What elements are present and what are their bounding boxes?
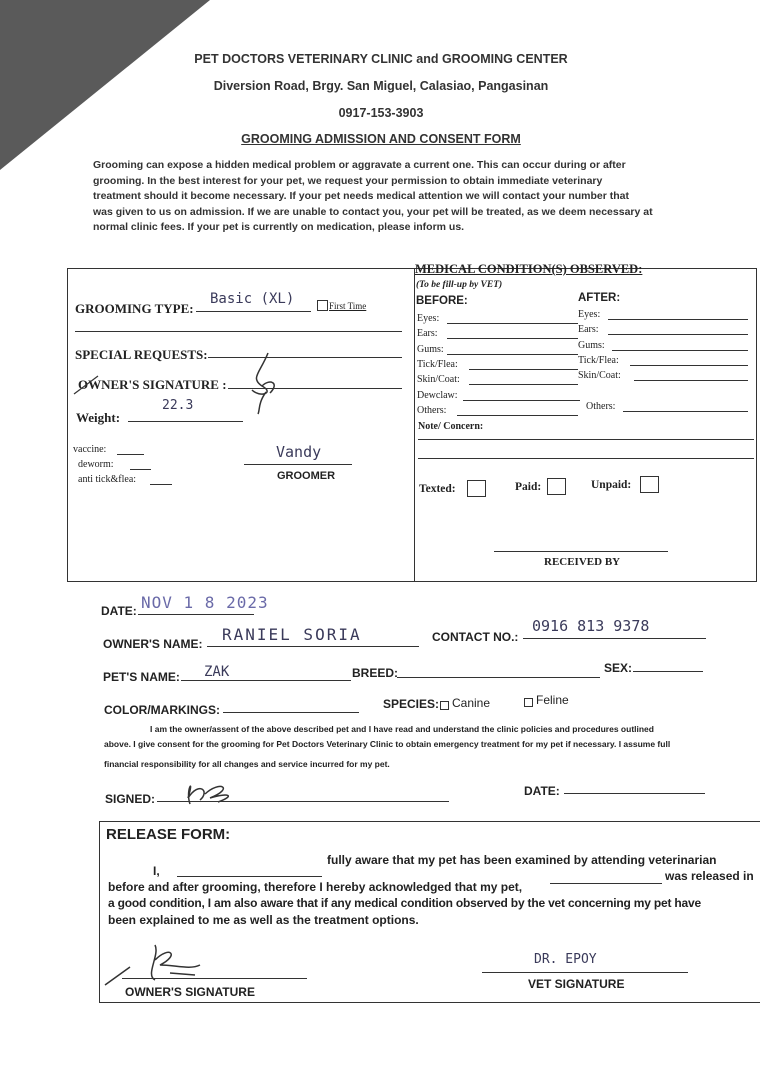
release-owner-signature-mark xyxy=(100,935,220,990)
texted-label: Texted: xyxy=(419,483,456,495)
consent-date-label: DATE: xyxy=(524,784,560,798)
before-condition-line[interactable] xyxy=(469,384,578,385)
vet-name[interactable]: DR. EPOY xyxy=(534,952,597,967)
texted-checkbox[interactable] xyxy=(467,480,486,497)
clinic-phone: 0917-153-3903 xyxy=(338,106,424,120)
release-line-3: a good condition, I am also aware that if any medical condition observed by the vet concerning my pet have xyxy=(108,896,701,910)
owner-name-line xyxy=(207,646,419,647)
weight-label: Weight: xyxy=(76,410,121,425)
pet-name-value[interactable]: ZAK xyxy=(204,664,230,680)
release-owner-signature-line[interactable] xyxy=(122,978,307,979)
owner-signature-label: OWNER'S SIGNATURE : xyxy=(78,377,227,392)
note-line-2[interactable] xyxy=(418,458,754,459)
vet-signature-label: VET SIGNATURE xyxy=(528,977,625,991)
species-label: SPECIES: xyxy=(383,697,440,711)
contact-line xyxy=(523,638,706,639)
feline-label: Feline xyxy=(536,693,569,707)
consent-line-2: above. I give consent for the grooming for Pet Doctors Veterinary Clinic to obtain emergency treatment for my pet if necessary. I assume full xyxy=(104,739,671,749)
before-condition-label: Eyes: xyxy=(417,313,440,324)
received-by-label: RECEIVED BY xyxy=(544,556,621,568)
before-condition-line[interactable] xyxy=(469,369,578,370)
medical-condition-title: MEDICAL CONDITION(S) OBSERVED: xyxy=(415,262,643,276)
sex-line[interactable] xyxy=(633,671,703,672)
date-line xyxy=(138,614,254,615)
feline-checkbox[interactable] xyxy=(524,698,533,707)
contact-value[interactable]: 0916 813 9378 xyxy=(532,617,650,635)
after-condition-label: Skin/Coat: xyxy=(578,370,621,381)
grooming-type-line xyxy=(196,311,311,312)
intro-line: grooming. In the best interest for your pet, we request your permission to obtain immediate veterinary xyxy=(93,174,603,187)
color-markings-line[interactable] xyxy=(223,712,359,713)
grooming-type-value[interactable]: Basic (XL) xyxy=(210,291,295,307)
vet-signature-line xyxy=(482,972,688,973)
after-condition-label: Eyes: xyxy=(578,309,601,320)
release-i-label: I, xyxy=(153,864,160,878)
after-condition-label: Ears: xyxy=(578,324,599,335)
color-markings-label: COLOR/MARKINGS: xyxy=(104,703,220,717)
note-concern-label: Note/ Concern: xyxy=(418,421,484,432)
consent-date-line[interactable] xyxy=(564,793,705,794)
special-requests-label: SPECIAL REQUESTS: xyxy=(75,347,208,362)
before-condition-line[interactable] xyxy=(463,400,580,401)
after-label: AFTER: xyxy=(578,292,621,304)
before-condition-line[interactable] xyxy=(447,323,578,324)
release-form-title: RELEASE FORM: xyxy=(106,826,231,843)
release-pet-line[interactable] xyxy=(550,883,662,884)
owner-signature-mark xyxy=(240,348,290,418)
groomer-label: GROOMER xyxy=(277,470,336,482)
after-condition-line[interactable] xyxy=(608,334,748,335)
box-divider xyxy=(414,268,415,581)
anti-tick-line[interactable] xyxy=(150,484,172,485)
date-label: DATE: xyxy=(101,604,137,618)
clinic-name: PET DOCTORS VETERINARY CLINIC and GROOMING CENTER xyxy=(194,52,568,66)
canine-checkbox[interactable] xyxy=(440,701,449,710)
anti-tick-label: anti tick&flea: xyxy=(78,474,137,485)
contact-label: CONTACT NO.: xyxy=(432,630,519,644)
after-condition-line[interactable] xyxy=(634,380,748,381)
groomer-line xyxy=(244,464,352,465)
intro-line: treatment should it become necessary. If your pet needs medical attention we will contact your number that xyxy=(93,190,630,202)
grooming-type-label: GROOMING TYPE: xyxy=(75,301,194,316)
release-name-line[interactable] xyxy=(177,876,322,877)
breed-label: BREED: xyxy=(352,666,399,680)
before-condition-label: Others: xyxy=(417,404,447,416)
release-line-1: fully aware that my pet has been examined by attending veterinarian xyxy=(327,853,717,867)
paid-checkbox[interactable] xyxy=(547,478,566,495)
before-condition-line[interactable] xyxy=(457,415,578,416)
weight-line xyxy=(128,421,243,422)
after-condition-line[interactable] xyxy=(608,319,748,320)
owner-label-strike xyxy=(72,372,102,397)
before-label: BEFORE: xyxy=(416,295,468,307)
sex-label: SEX: xyxy=(604,661,633,675)
consent-line-1: I am the owner/assent of the above described pet and I have read and understand the clinic policies and procedures outlined xyxy=(150,724,654,734)
before-condition-label: Dewclaw: xyxy=(417,389,458,401)
release-line-2a: before and after grooming, therefore I hereby acknowledged that my pet, xyxy=(108,880,523,894)
unpaid-checkbox[interactable] xyxy=(640,476,659,493)
note-line-1[interactable] xyxy=(418,439,754,440)
deworm-line[interactable] xyxy=(130,469,151,470)
before-condition-label: Tick/Flea: xyxy=(417,358,458,370)
grooming-type-extra-line xyxy=(75,331,402,332)
after-condition-line[interactable] xyxy=(630,365,748,366)
paid-label: Paid: xyxy=(515,481,542,493)
consent-line-3: financial responsibility for all changes and service incurred for my pet. xyxy=(104,759,390,769)
unpaid-label: Unpaid: xyxy=(591,479,632,491)
breed-line[interactable] xyxy=(397,677,600,678)
signed-label: SIGNED: xyxy=(105,792,156,806)
after-condition-label: Tick/Flea: xyxy=(578,355,619,366)
release-owner-signature-label: OWNER'S SIGNATURE xyxy=(125,985,255,999)
intro-line: was given to us on admission. If we are unable to contact you, your pet will be treated, as we deem necessary at xyxy=(93,205,653,218)
date-stamp[interactable]: NOV 1 8 2023 xyxy=(141,593,269,612)
before-condition-label: Ears: xyxy=(417,328,438,340)
intro-line: Grooming can expose a hidden medical problem or aggravate a current one. This can occur during or after xyxy=(93,159,626,171)
before-condition-line[interactable] xyxy=(447,354,578,355)
clinic-address: Diversion Road, Brgy. San Miguel, Calasiao, Pangasinan xyxy=(213,79,549,93)
special-requests-line[interactable] xyxy=(208,357,402,358)
vet-fill-note: (To be fill-up by VET) xyxy=(416,280,503,290)
canine-label: Canine xyxy=(452,696,491,710)
after-condition-line[interactable] xyxy=(623,411,748,412)
vaccine-line[interactable] xyxy=(117,454,144,455)
pet-name-label: PET'S NAME: xyxy=(103,670,180,684)
after-condition-line[interactable] xyxy=(612,350,748,351)
pet-name-line xyxy=(181,680,351,681)
before-condition-line[interactable] xyxy=(447,338,578,339)
received-by-line[interactable] xyxy=(494,551,668,552)
intro-line: normal clinic fees. If your pet is currently on medication, please inform us. xyxy=(93,221,465,233)
after-condition-label: Others: xyxy=(586,401,616,412)
deworm-label: deworm: xyxy=(78,459,114,470)
release-line-4: been explained to me as well as the treatment options. xyxy=(108,913,419,927)
owner-name-label: OWNER'S NAME: xyxy=(103,637,203,651)
first-time-checkbox[interactable] xyxy=(317,300,328,311)
form-title: GROOMING ADMISSION AND CONSENT FORM xyxy=(241,132,521,146)
before-condition-label: Gums: xyxy=(417,343,444,355)
weight-value[interactable]: 22.3 xyxy=(162,398,194,413)
groomer-name[interactable]: Vandy xyxy=(276,443,322,461)
first-time-label: First Time xyxy=(329,301,367,311)
before-condition-label: Skin/Coat: xyxy=(417,374,460,386)
owner-name-value[interactable]: RANIEL SORIA xyxy=(222,625,362,644)
after-condition-label: Gums: xyxy=(578,340,605,351)
consent-signature-mark xyxy=(170,770,250,810)
vaccine-label: vaccine: xyxy=(73,444,107,455)
intro-paragraph xyxy=(93,158,703,236)
release-line-2b: was released in xyxy=(665,869,754,883)
